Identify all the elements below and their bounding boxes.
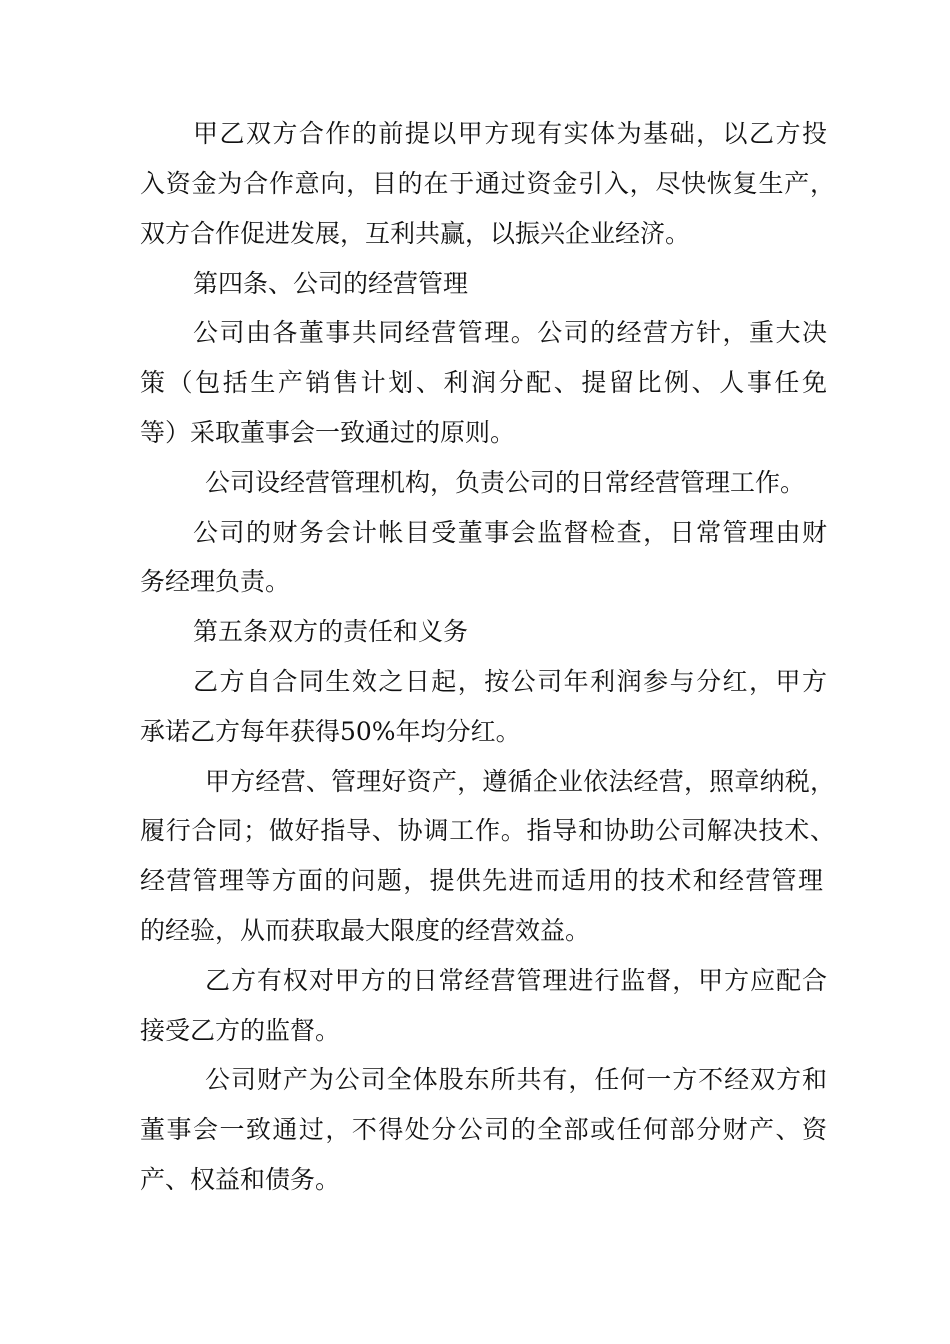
para3-line1: 公司设经营管理机构，负责公司的日常经营管理工作。 — [205, 468, 806, 497]
para1-line2: 入资金为合作意向，目的在于通过资金引入，尽快恢复生产， — [140, 169, 835, 198]
para6-line3: 经营管理等方面的问题，提供先进而适用的技术和经营管理 — [140, 866, 823, 895]
para8-line2: 董事会一致通过，不得处分公司的全部或任何部分财产、资 — [140, 1115, 827, 1144]
para7-line1: 乙方有权对甲方的日常经营管理进行监督，甲方应配合 — [205, 966, 827, 995]
para2-line2: 策（包括生产销售计划、利润分配、提留比例、人事任免 — [140, 368, 827, 397]
heading-article5: 第五条双方的责任和义务 — [193, 617, 469, 646]
para4-line1: 公司的财务会计帐目受董事会监督检查，日常管理由财 — [193, 518, 827, 547]
para1-line3: 双方合作促进发展，互利共赢，以振兴企业经济。 — [140, 219, 691, 248]
para6-line4: 的经验，从而获取最大限度的经营效益。 — [140, 916, 591, 945]
para2-line3: 等）采取董事会一致通过的原则。 — [140, 418, 516, 447]
para5-line2: 承诺乙方每年获得50%年均分红。 — [140, 717, 521, 746]
para1-line1: 甲乙双方合作的前提以甲方现有实体为基础，以乙方投 — [193, 119, 827, 148]
para6-line1: 甲方经营、管理好资产，遵循企业依法经营，照章纳税， — [205, 767, 835, 796]
para7-line2: 接受乙方的监督。 — [140, 1016, 341, 1045]
para2-line1: 公司由各董事共同经营管理。公司的经营方针，重大决 — [193, 318, 827, 347]
para8-line1: 公司财产为公司全体股东所共有，任何一方不经双方和 — [205, 1065, 827, 1094]
para6-line2: 履行合同；做好指导、协调工作。指导和协助公司解决技术、 — [140, 816, 835, 845]
heading-article4: 第四条、公司的经营管理 — [193, 269, 469, 298]
para5-line1: 乙方自合同生效之日起，按公司年利润参与分红，甲方 — [193, 667, 827, 696]
para8-line3: 产、权益和债务。 — [140, 1165, 341, 1194]
para4-line2: 务经理负责。 — [140, 567, 291, 596]
